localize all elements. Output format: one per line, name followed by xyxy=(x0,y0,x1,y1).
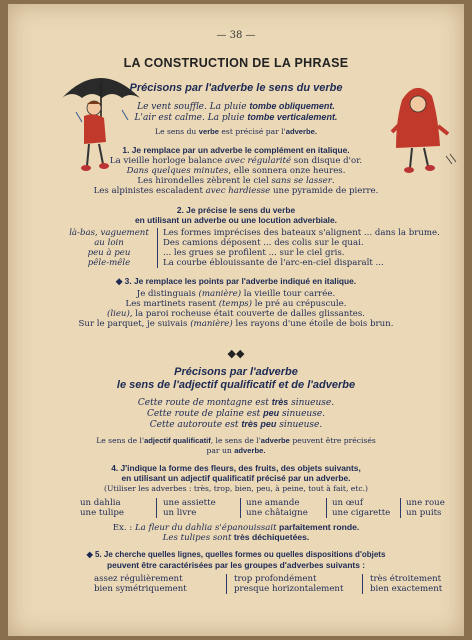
section-divider: ◆◆ xyxy=(227,347,245,360)
adverb-group: bien symétriquement xyxy=(94,584,187,594)
adverb-group: très étroitement xyxy=(370,574,442,584)
exercise-1-line: Les hirondelles zèbrent le ciel sans se lasser. xyxy=(137,176,335,186)
section1-heading: Précisons par l'adverbe le sens du verbe xyxy=(129,82,343,94)
vertical-divider xyxy=(156,498,157,518)
exercise-4-example-2: Les tulipes sont très déchiquetées. xyxy=(162,532,310,543)
exercise-4-example-1: Ex. : La fleur du dahlia s'épanouissait parfaitement ronde. xyxy=(112,522,360,533)
exercise-2-line: ... les grues se profilent ... sur le ciel gris. xyxy=(163,248,345,258)
section1-example-1: Le vent souffle. La pluie tombe obliquement. xyxy=(137,101,335,112)
vertical-divider xyxy=(226,574,227,594)
exercise-4-column xyxy=(332,498,390,518)
word-item: une assiette xyxy=(163,498,216,508)
word-item: une tulipe xyxy=(80,508,124,518)
exercise-3-line: Je distinguais (manière) la vieille tour carrée. xyxy=(136,289,336,299)
vertical-divider xyxy=(326,498,327,518)
exercise-4-column xyxy=(80,498,124,518)
exercise-3-heading: ◆ 3. Je remplace les points par l'adverbe indiqué en italique. xyxy=(115,276,357,286)
exercise-4-column xyxy=(163,498,216,518)
vertical-divider xyxy=(400,498,401,518)
adverb-group: trop profondément xyxy=(234,574,317,584)
exercise-2-heading-1: 2. Je précise le sens du verbe xyxy=(176,205,296,215)
section1-rule: Le sens du verbe est précisé par l'adverbe. xyxy=(155,127,317,136)
section2-example: Cette route de plaine est peu sinueuse. xyxy=(146,408,326,419)
exercise-1-heading: 1. Je remplace par un adverbe le complément en italique. xyxy=(122,145,350,155)
exercise-4-note: (Utiliser les adverbes : très, trop, bien, peu, à peine, tout à fait, etc.) xyxy=(104,484,368,493)
exercise-1-line: La vieille horloge balance avec régularité son disque d'or. xyxy=(109,156,363,166)
exercise-4-column xyxy=(406,498,445,518)
adverb-item: au loin xyxy=(94,238,124,248)
adverb-group: assez régulièrement xyxy=(94,574,183,584)
exercise-1-line: Dans quelques minutes, elle sonnera onze heures. xyxy=(126,166,346,176)
book-page xyxy=(8,4,464,636)
adverb-group: bien exactement xyxy=(370,584,443,594)
word-item: un livre xyxy=(163,508,197,518)
exercise-2-line: Les formes imprécises des bateaux s'alignent ... dans la brume. xyxy=(163,228,440,238)
exercise-3-line: Sur le parquet, je suivais (manière) les rayons d'une étoile de bois brun. xyxy=(78,319,394,329)
exercise-2-line: Des camions déposent ... des colis sur le quai. xyxy=(163,238,364,248)
exercise-5-column xyxy=(234,574,343,594)
vertical-divider xyxy=(157,228,158,268)
section2-example: Cette route de montagne est très sinueuse. xyxy=(137,397,335,408)
word-item: une cigarette xyxy=(332,508,391,518)
section1-example-2: L'air est calme. La pluie tombe verticalement. xyxy=(134,112,338,123)
exercise-4-heading-2: en utilisant un adjectif qualificatif précisé par un adverbe. xyxy=(121,473,351,483)
vertical-divider xyxy=(240,498,241,518)
exercise-5-heading-2: peuvent être caractérisées par les groupes d'adverbes suivants : xyxy=(106,560,365,570)
exercise-3-line: (lieu), la paroi rocheuse était couverte de dalles glissantes. xyxy=(106,309,366,319)
exercise-5-heading-1: ◆ 5. Je cherche quelles lignes, quelles formes ou quelles dispositions d'objets xyxy=(86,550,386,559)
page-title: LA CONSTRUCTION DE LA PHRASE xyxy=(123,56,349,70)
word-item: une amande xyxy=(246,498,300,508)
adverb-group: presque horizontalement xyxy=(234,584,344,594)
word-item: une roue xyxy=(406,498,445,508)
adverb-item: peu à peu xyxy=(87,248,131,258)
section2-rule-2: par un adverbe. xyxy=(206,446,266,455)
exercise-5-column xyxy=(94,574,187,594)
word-item: une châtaigne xyxy=(246,508,308,518)
word-item: un œuf xyxy=(332,498,364,508)
section2-rule-1: Le sens de l'adjectif qualificatif, le sens de l'adverbe peuvent être précisés xyxy=(96,436,376,445)
exercise-2-heading-2: en utilisant un adverbe ou une locution adverbiale. xyxy=(135,215,337,225)
section2-example: Cette autoroute est très peu sinueuse. xyxy=(149,419,323,430)
adverb-item: là-bas, vaguement xyxy=(69,228,149,238)
section2-heading-2: le sens de l'adjectif qualificatif et de l'adverbe xyxy=(116,379,356,391)
section2-heading-1: Précisons par l'adverbe xyxy=(174,366,298,378)
word-item: un puits xyxy=(406,508,442,518)
exercise-2-line: La courbe éblouissante de l'arc-en-ciel disparaît ... xyxy=(163,258,384,268)
exercise-2-sentences xyxy=(163,228,440,268)
word-item: un dahlia xyxy=(80,498,121,508)
exercise-5-column xyxy=(370,574,442,594)
adverb-item: pêle-mêle xyxy=(87,258,131,268)
exercise-3-line: Les martinets rasent (temps) le pré au crépuscule. xyxy=(125,299,347,309)
vertical-divider xyxy=(362,574,363,594)
exercise-1-line: Les alpinistes escaladent avec hardiesse une pyramide de pierre. xyxy=(93,186,379,196)
exercise-4-column xyxy=(246,498,308,518)
page-number: — 38 — xyxy=(216,30,256,41)
exercise-2-adverb-list xyxy=(64,228,154,268)
exercise-4-heading-1: 4. J'indique la forme des fleurs, des fruits, des objets suivants, xyxy=(111,463,361,473)
